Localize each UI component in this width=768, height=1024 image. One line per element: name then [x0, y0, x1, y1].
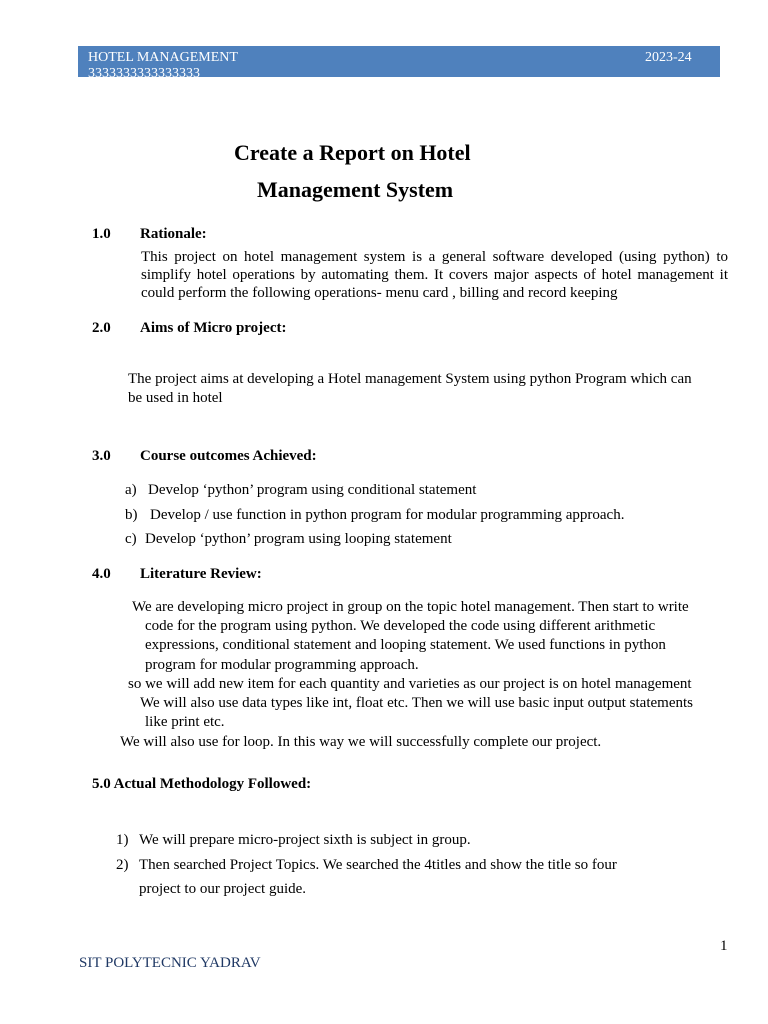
- section-1-number: 1.0: [92, 226, 111, 242]
- methodology-item-1: We will prepare micro-project sixth is subject in group.: [139, 832, 471, 848]
- outcome-marker-c: c): [125, 531, 137, 547]
- section-4-number: 4.0: [92, 566, 111, 582]
- literature-line: code for the program using python. We developed the code using different arithmetic: [145, 618, 656, 634]
- outcome-item-c: Develop ‘python’ program using looping statement: [145, 531, 452, 547]
- section-3-number: 3.0: [92, 448, 111, 464]
- section-2-number: 2.0: [92, 320, 111, 336]
- outcome-item-b: Develop / use function in python program for modular programming approach.: [150, 507, 625, 523]
- aims-line-2: be used in hotel: [128, 390, 223, 406]
- section-5-heading: 5.0 Actual Methodology Followed:: [92, 776, 312, 792]
- section-2-heading: Aims of Micro project:: [140, 320, 287, 336]
- section-4-heading: Literature Review:: [140, 566, 262, 582]
- document-title-line-1: Create a Report on Hotel: [234, 140, 471, 165]
- outcome-marker-a: a): [125, 482, 137, 498]
- literature-line: expressions, conditional statement and looping statement. We used functions in python: [145, 637, 666, 653]
- header-bar: [78, 46, 720, 77]
- methodology-marker-2: 2): [116, 857, 129, 873]
- section-3-heading: Course outcomes Achieved:: [140, 448, 317, 464]
- methodology-item-2: Then searched Project Topics. We searched the 4titles and show the title so four: [139, 857, 617, 873]
- document-title-line-2: Management System: [257, 177, 454, 202]
- literature-line: We are developing micro project in group on the topic hotel management. Then start to write: [132, 599, 689, 615]
- rationale-paragraph: This project on hotel management system is a general software developed (using python) to simplify hotel operations by automating them. It covers major aspects of hotel management it could perform the following operations- menu card , billing and record keeping: [141, 249, 728, 301]
- literature-line: like print etc.: [145, 714, 225, 730]
- page-number: 1: [720, 938, 728, 954]
- section-1-heading: Rationale:: [140, 226, 207, 242]
- aims-line-1: The project aims at developing a Hotel management System using python Program which can: [128, 371, 692, 387]
- header-year: 2023-24: [645, 50, 692, 65]
- header-title: HOTEL MANAGEMENT: [88, 50, 238, 65]
- header-subtitle: 3333333333333333: [88, 66, 200, 77]
- literature-line: We will also use for loop. In this way we will successfully complete our project.: [120, 734, 602, 750]
- literature-line: We will also use data types like int, float etc. Then we will use basic input output statements: [140, 695, 693, 711]
- outcome-item-a: Develop ‘python’ program using conditional statement: [148, 482, 477, 498]
- methodology-item-2-continuation: project to our project guide.: [139, 881, 307, 897]
- footer-institution: SIT POLYTECNIC YADRAV: [79, 955, 261, 971]
- outcome-marker-b: b): [125, 507, 138, 523]
- literature-line: program for modular programming approach.: [145, 657, 419, 673]
- methodology-marker-1: 1): [116, 832, 129, 848]
- literature-line: so we will add new item for each quantity and varieties as our project is on hotel management: [128, 676, 692, 692]
